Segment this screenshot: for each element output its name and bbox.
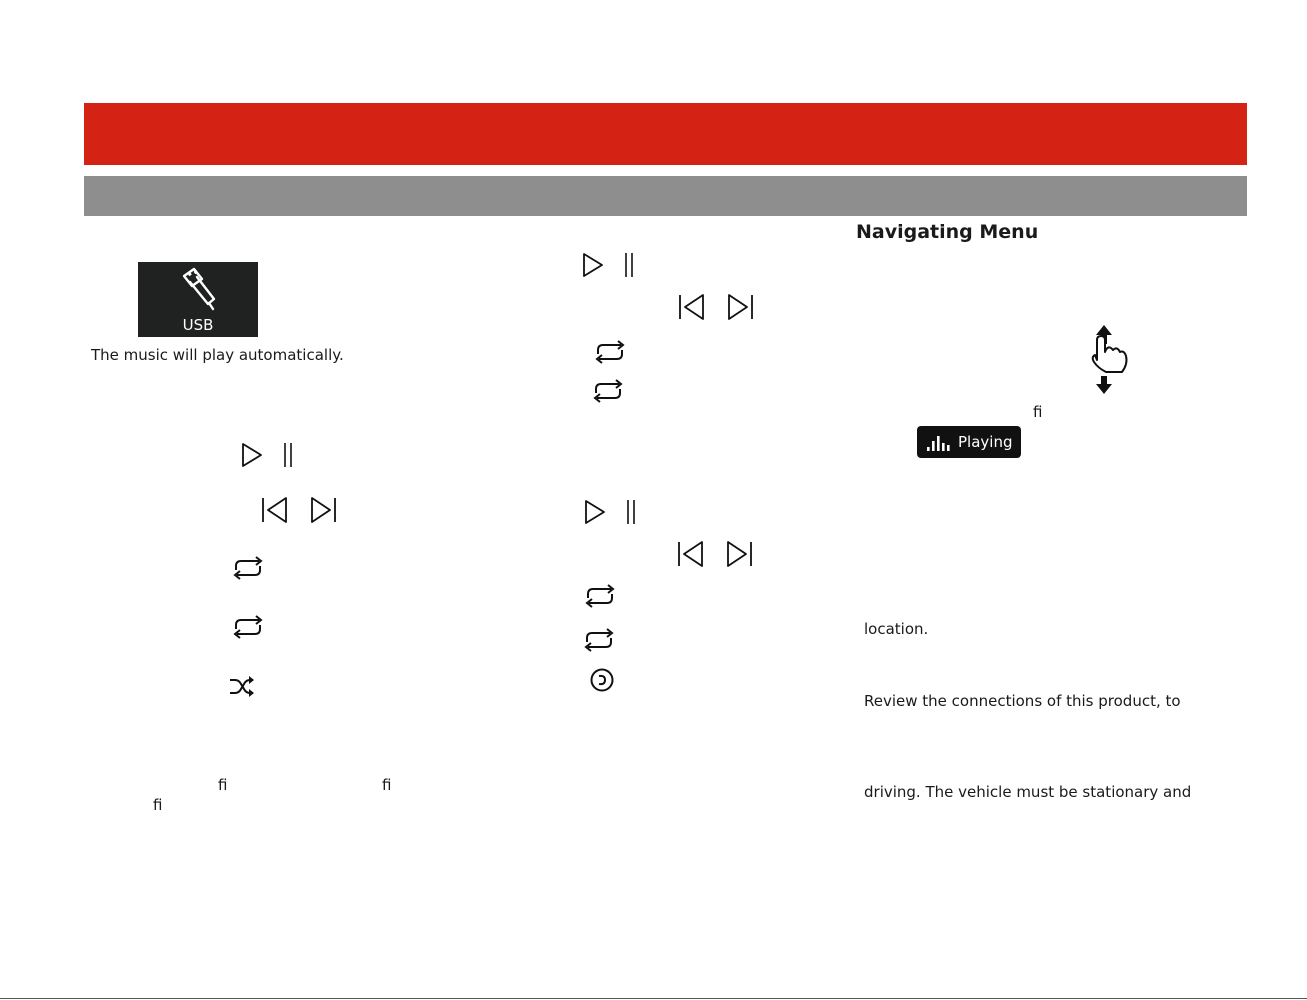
playing-label: Playing	[958, 433, 1013, 451]
usb-label: USB	[182, 316, 214, 334]
swipe-gesture-icon	[1084, 324, 1132, 396]
now-playing-badge[interactable]	[917, 426, 1021, 458]
previous-track-icon[interactable]	[260, 496, 290, 524]
equalizer-bars-icon	[926, 433, 950, 451]
body-text-location: location.	[864, 620, 929, 638]
body-text-driving: driving. The vehicle must be stationary and	[864, 783, 1192, 801]
body-text-connections: Review the connections of this product, to	[864, 692, 1181, 710]
previous-track-icon[interactable]	[676, 540, 706, 568]
single-play-icon[interactable]	[589, 667, 615, 693]
header-bar	[84, 103, 1247, 165]
previous-track-icon[interactable]	[677, 293, 707, 321]
section-heading: Navigating Menu	[856, 221, 1039, 243]
repeat-all-icon[interactable]	[228, 615, 268, 639]
next-track-icon[interactable]	[308, 496, 338, 524]
subheader-bar	[84, 176, 1247, 216]
play-icon[interactable]	[581, 252, 605, 278]
usb-plug-icon	[178, 266, 218, 312]
next-track-icon[interactable]	[725, 293, 755, 321]
pause-icon[interactable]	[623, 251, 635, 279]
ligature-glyph: ﬁ	[382, 776, 392, 794]
ligature-glyph: ﬁ	[1033, 403, 1043, 421]
play-icon[interactable]	[240, 442, 264, 468]
ligature-glyph: ﬁ	[218, 776, 228, 794]
pause-icon[interactable]	[625, 498, 637, 526]
repeat-one-icon[interactable]	[590, 340, 630, 364]
play-icon[interactable]	[583, 499, 607, 525]
shuffle-icon[interactable]	[228, 674, 256, 698]
repeat-all-icon[interactable]	[579, 628, 619, 652]
pause-icon[interactable]	[282, 441, 294, 469]
repeat-one-icon[interactable]	[228, 556, 268, 580]
repeat-one-icon[interactable]	[580, 584, 620, 608]
usb-source-tile[interactable]	[138, 262, 258, 337]
repeat-all-icon[interactable]	[588, 379, 628, 403]
next-track-icon[interactable]	[724, 540, 754, 568]
intro-text: The music will play automatically.	[91, 346, 344, 364]
bottom-rule	[0, 998, 1307, 999]
ligature-glyph: ﬁ	[153, 796, 163, 814]
